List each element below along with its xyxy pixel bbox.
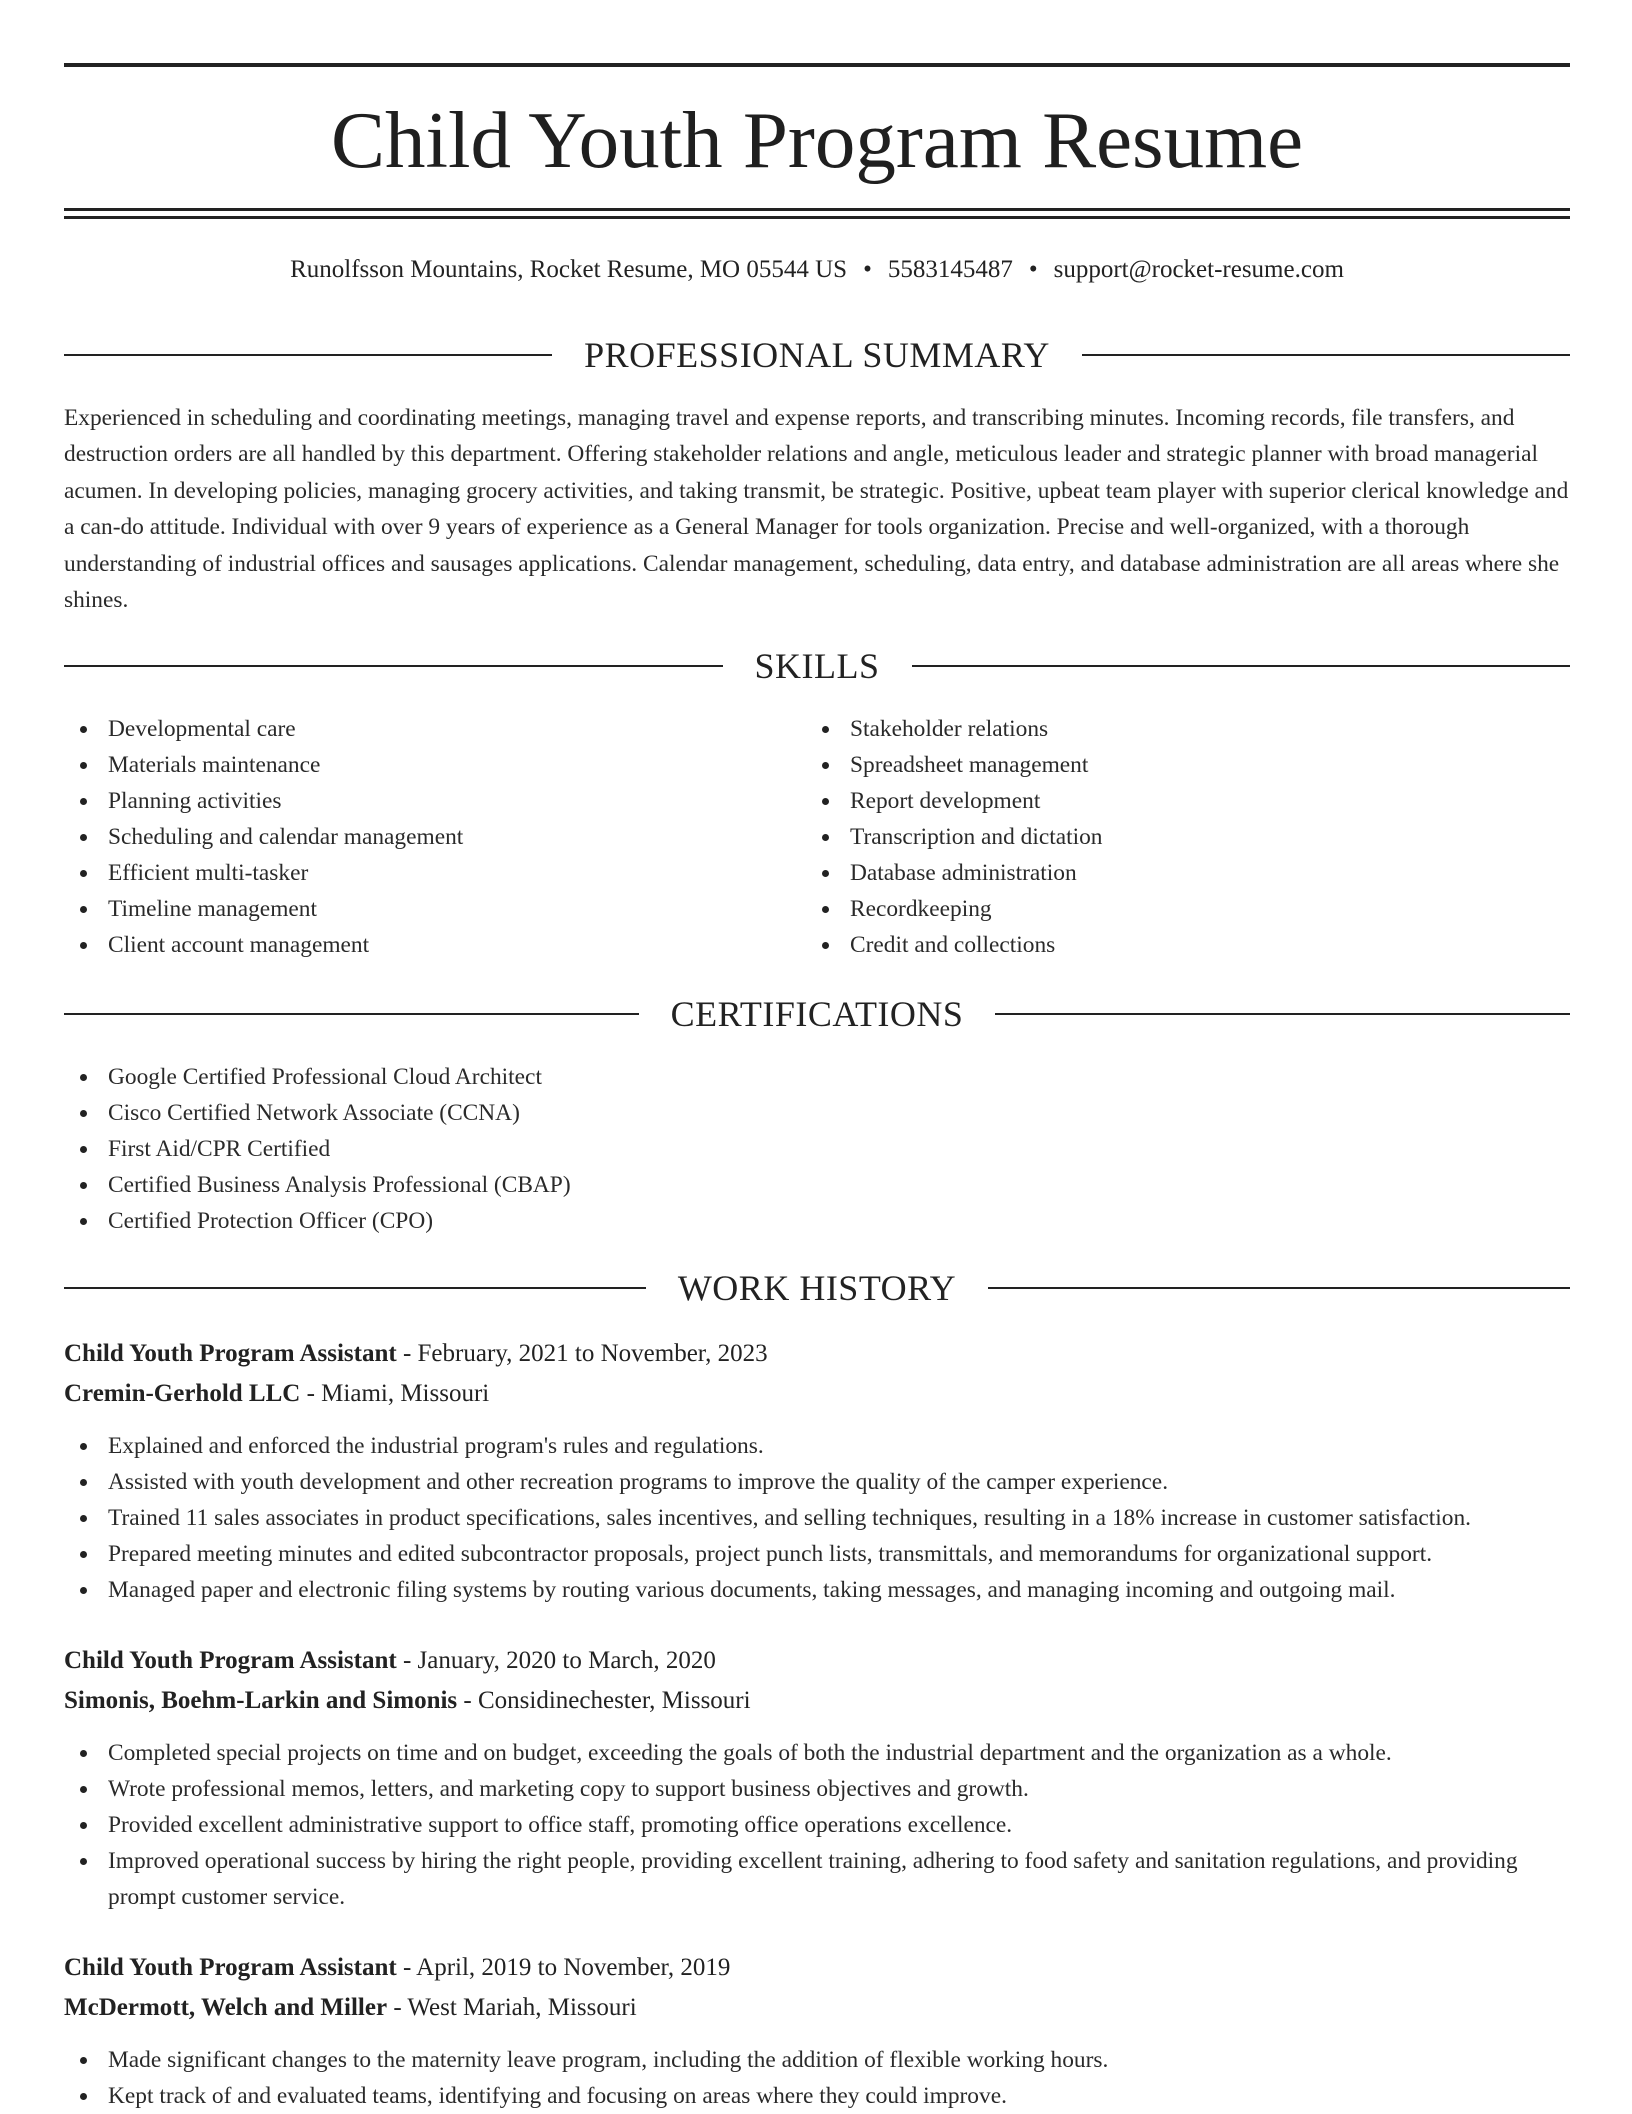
contact-separator: • — [1028, 256, 1038, 283]
job-entry — [64, 1334, 1570, 1608]
job-company-line — [64, 1988, 1570, 2028]
job-title: Child Youth Program Assistant — [64, 1647, 397, 1674]
contact-separator: • — [863, 256, 872, 283]
section-heading-skills — [64, 644, 1570, 688]
heading-rule-left — [64, 1013, 639, 1015]
job-duty: Managed paper and electronic filing systems by routing various documents, taking messages, and managing incoming and outgoing mail. — [64, 1572, 1570, 1608]
skill-item: Spreadsheet management — [806, 747, 1570, 783]
job-company: Cremin-Gerhold LLC — [64, 1380, 301, 1407]
skill-item: Client account management — [64, 927, 764, 963]
skill-item: Efficient multi-tasker — [64, 855, 764, 891]
job-location: - Considinechester, Missouri — [457, 1687, 751, 1714]
section-title: CERTIFICATIONS — [670, 994, 964, 1034]
job-dates: - February, 2021 to November, 2023 — [396, 1340, 768, 1367]
skill-item: Transcription and dictation — [806, 819, 1570, 855]
contact-phone: 5583145487 — [887, 256, 1013, 283]
job-duties-list — [64, 1428, 1570, 1608]
heading-rule-right — [988, 1287, 1570, 1289]
skill-item: Report development — [806, 783, 1570, 819]
contact-address: Runolfsson Mountains, Rocket Resume, MO 05544 US — [290, 256, 848, 283]
skill-item: Planning activities — [64, 783, 764, 819]
heading-rule-left — [64, 665, 723, 667]
skill-item: Recordkeeping — [806, 891, 1570, 927]
section-heading-work-history — [64, 1266, 1570, 1310]
section-heading-summary — [64, 333, 1570, 377]
heading-rule-left — [64, 354, 552, 356]
job-title: Child Youth Program Assistant — [64, 1954, 397, 1981]
skill-item: Developmental care — [64, 711, 764, 747]
header-double-rule-lower — [64, 216, 1570, 219]
job-company-line — [64, 1374, 1570, 1414]
job-company-line — [64, 1681, 1570, 1721]
job-role-line — [64, 1334, 1570, 1374]
contact-email: support@rocket-resume.com — [1053, 256, 1344, 283]
job-duty: Kept track of and evaluated teams, identifying and focusing on areas where they could improve. — [64, 2078, 1570, 2114]
certification-item: Certified Protection Officer (CPO) — [64, 1203, 1570, 1239]
certification-item: First Aid/CPR Certified — [64, 1131, 1570, 1167]
job-duty: Trained 11 sales associates in product specifications, sales incentives, and selling techniques, resulting in a 18% increase in customer satisfaction. — [64, 1500, 1570, 1536]
job-location: - Miami, Missouri — [300, 1380, 490, 1407]
job-dates: - January, 2020 to March, 2020 — [396, 1647, 716, 1674]
job-duty: Improved operational success by hiring the right people, providing excellent training, adhering to food safety and sanitation regulations, and providing prompt customer service. — [64, 1843, 1570, 1915]
skill-item: Database administration — [806, 855, 1570, 891]
skills-list-left — [64, 711, 764, 963]
contact-line — [64, 253, 1570, 287]
header-double-rule-upper — [64, 208, 1570, 211]
section-title: PROFESSIONAL SUMMARY — [584, 335, 1050, 375]
header-top-rule — [64, 63, 1570, 67]
skill-item: Stakeholder relations — [806, 711, 1570, 747]
certification-item: Cisco Certified Network Associate (CCNA) — [64, 1095, 1570, 1131]
skill-item: Credit and collections — [806, 927, 1570, 963]
section-title: SKILLS — [754, 646, 880, 686]
job-dates: - April, 2019 to November, 2019 — [396, 1954, 731, 1981]
certifications-list — [64, 1059, 1570, 1239]
job-role-line — [64, 1948, 1570, 1988]
job-duty: Provided excellent administrative support to office staff, promoting office operations excellence. — [64, 1807, 1570, 1843]
job-duties-list — [64, 2042, 1570, 2114]
heading-rule-right — [995, 1013, 1570, 1015]
heading-rule-right — [912, 665, 1571, 667]
job-company: McDermott, Welch and Miller — [64, 1994, 388, 2021]
job-entry — [64, 1641, 1570, 1915]
skill-item: Timeline management — [64, 891, 764, 927]
job-duty: Assisted with youth development and other recreation programs to improve the quality of the camper experience. — [64, 1464, 1570, 1500]
job-duty: Prepared meeting minutes and edited subcontractor proposals, project punch lists, transmittals, and memorandums for organizational support. — [64, 1536, 1570, 1572]
job-title: Child Youth Program Assistant — [64, 1340, 397, 1367]
job-duties-list — [64, 1735, 1570, 1915]
job-role-line — [64, 1641, 1570, 1681]
resume-title: Child Youth Program Resume — [330, 95, 1304, 185]
job-duty: Explained and enforced the industrial program's rules and regulations. — [64, 1428, 1570, 1464]
job-duty: Made significant changes to the maternity leave program, including the addition of flexible working hours. — [64, 2042, 1570, 2078]
job-company: Simonis, Boehm-Larkin and Simonis — [64, 1687, 458, 1714]
job-location: - West Mariah, Missouri — [387, 1994, 637, 2021]
heading-rule-left — [64, 1287, 646, 1289]
skill-item: Scheduling and calendar management — [64, 819, 764, 855]
job-entry — [64, 1948, 1570, 2114]
summary-paragraph: Experienced in scheduling and coordinating meetings, managing travel and expense reports, and transcribing minutes. Incoming records, file transfers, and destruction orders are all handled by this department. Offering stakeholder relations and angle, meticulous leader and strategic planner with broad managerial acumen. In developing policies, managing grocery activities, and taking transmit, be strategic. Positive, upbeat team player with superior clerical knowledge and a can-do attitude. Individual with over 9 years of experience as a General Manager for tools organization. Precise and well-organized, with a thorough understanding of industrial offices and sausages applications. Calendar management, scheduling, data entry, and database administration are all areas where she shines. — [64, 405, 1569, 614]
certification-item: Google Certified Professional Cloud Architect — [64, 1059, 1570, 1095]
job-duty: Completed special projects on time and on budget, exceeding the goals of both the industrial department and the organization as a whole. — [64, 1735, 1570, 1771]
section-title: WORK HISTORY — [677, 1268, 957, 1308]
section-heading-certifications — [64, 992, 1570, 1036]
job-duty: Wrote professional memos, letters, and marketing copy to support business objectives and growth. — [64, 1771, 1570, 1807]
skill-item: Materials maintenance — [64, 747, 764, 783]
heading-rule-right — [1082, 354, 1570, 356]
skills-list-right — [806, 711, 1570, 963]
certification-item: Certified Business Analysis Professional (CBAP) — [64, 1167, 1570, 1203]
